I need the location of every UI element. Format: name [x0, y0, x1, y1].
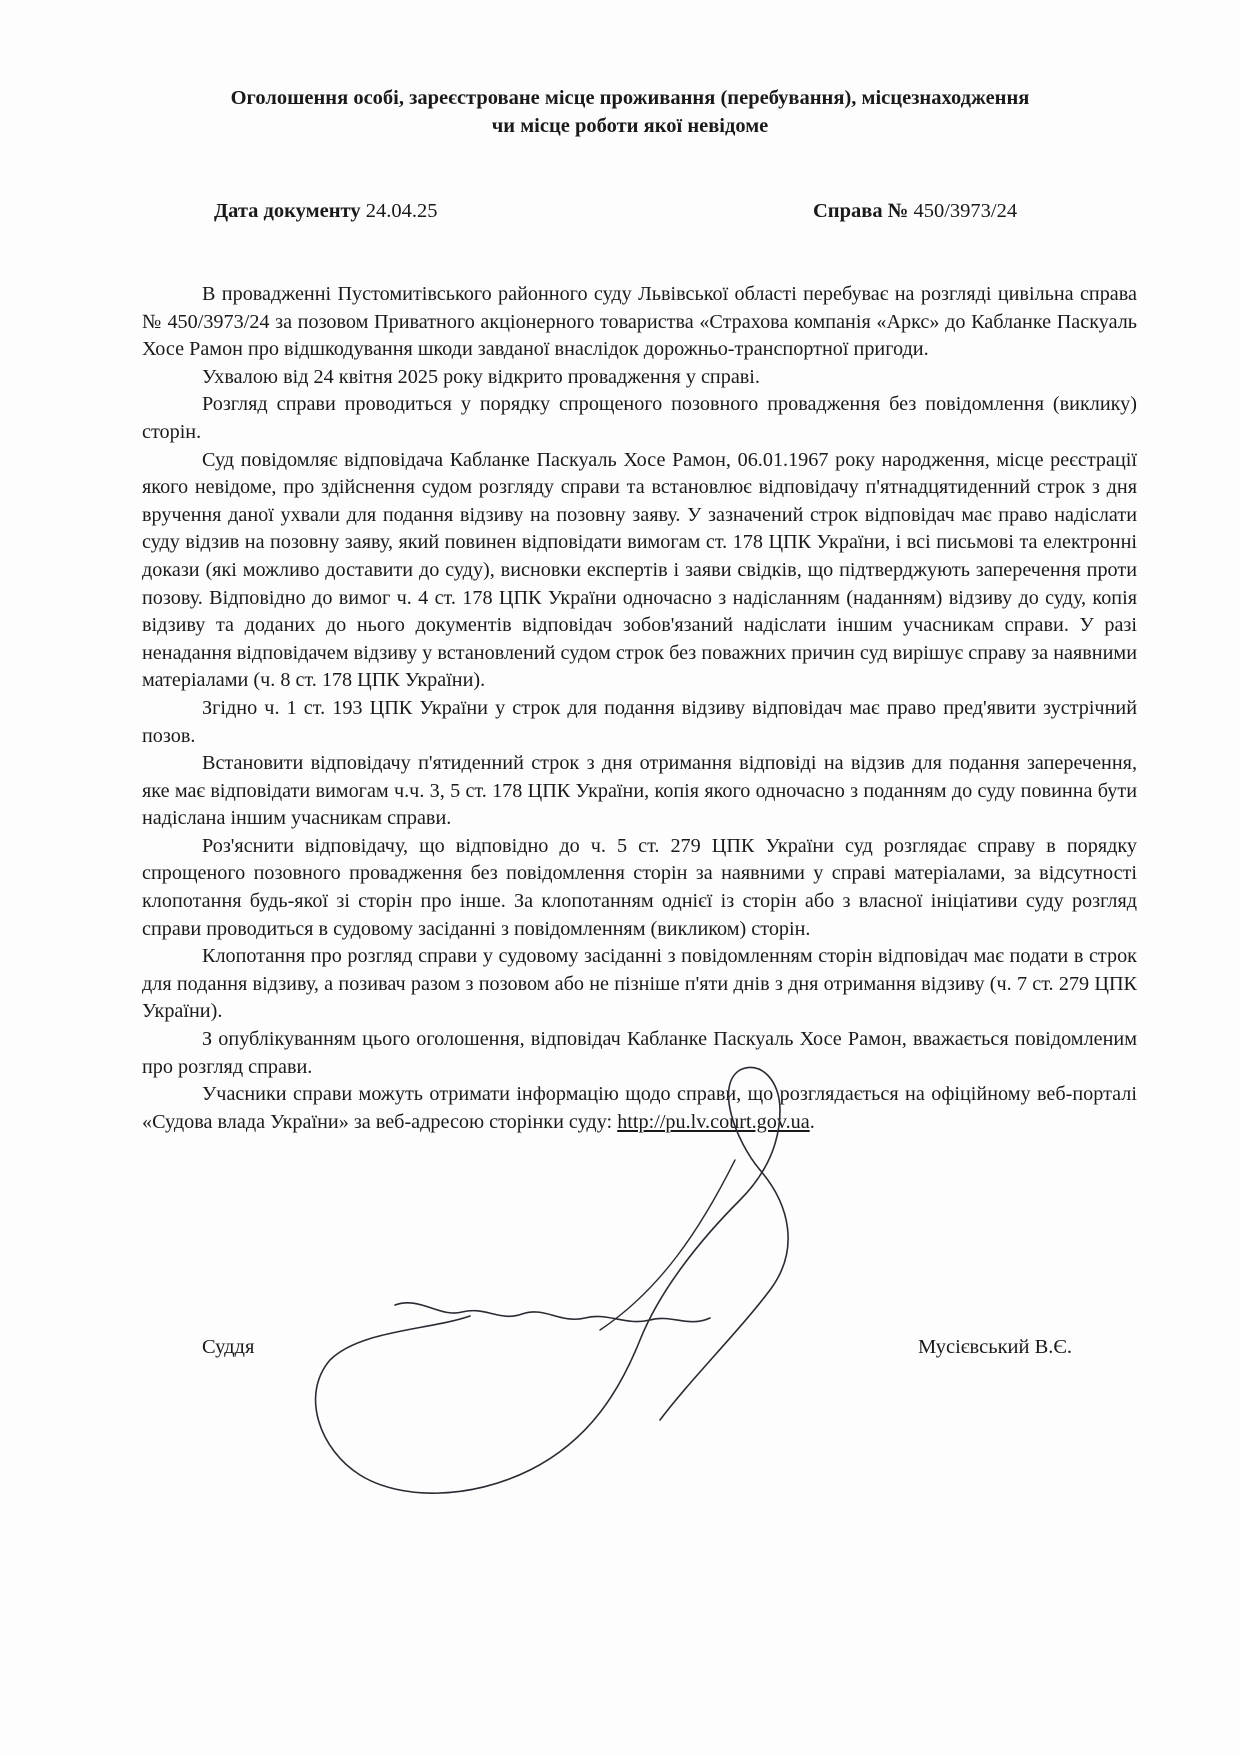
paragraph: Роз'яснити відповідачу, що відповідно до ч. 5 ст. 279 ЦПК України суд розглядає справу в порядку спрощеного позовного провадження без повідомлення сторін за наявними у справі матеріалами, за відсутності клопотання будь-якої зі сторін про інше. За клопотанням однієї із сторін або з власної ініціативи суду розгляд справи проводиться в судовому засіданні з повідомленням (викликом) сторін. [142, 834, 1137, 940]
paragraph: Розгляд справи проводиться у порядку спрощеного позовного провадження без повідомлення (виклику) сторін. [142, 393, 1137, 443]
judge-role: Суддя [202, 1336, 255, 1358]
paragraph: В провадженні Пустомитівського районного суду Львівської області перебуває на розгляді цивільна справа № 450/3973/24 за позовом Приватного акціонерного товариства «Страхова компанія «Аркс» до Кабланке Паскуаль Хосе Рамон про відшкодування шкоди завданої внаслідок дорожньо-транспортної пригоди. [142, 283, 1137, 361]
signature-stroke-wave [395, 1303, 710, 1322]
paragraph: Згідно ч. 1 ст. 193 ЦПК України у строк для подання відзиву відповідач має право пред'явити зустрічний позов. [142, 696, 1137, 747]
paragraph: З опублікуванням цього оголошення, відповідач Кабланке Паскуаль Хосе Рамон, вважається повідомленим про розгляд справи. [142, 1028, 1137, 1078]
case-label: Справа № [813, 200, 909, 222]
paragraph: Встановити відповідачу п'ятиденний строк з дня отримання відповіді на відзив для подання заперечення, яке має відповідати вимогам ч.ч. 3, 5 ст. 178 ЦПК України, копія якого одночасно з поданням до суду повинна бути надіслана іншим учасникам справи. [142, 752, 1137, 830]
document-date [214, 197, 437, 225]
judge-name: Мусієвський В.Є. [918, 1336, 1073, 1358]
date-value: 24.04.25 [365, 200, 438, 222]
signature-stroke-tail [600, 1160, 735, 1330]
document-title [130, 84, 1130, 140]
title-line-1: Оголошення особі, зареєстроване місце проживання (перебування), місцезнаходження [230, 87, 1030, 109]
paragraph: Ухвалою від 24 квітня 2025 року відкрито провадження у справі. [202, 365, 760, 388]
portal-text: Учасники справи можуть отримати інформацію щодо справи, що розглядається на офіційному веб-порталі «Судова влада України» за веб-адресою сторінки суду: [142, 1083, 1137, 1133]
portal-end: . [809, 1110, 815, 1133]
court-website-link[interactable]: http://pu.lv.court.gov.ua [617, 1110, 810, 1133]
title-line-2: чи місце роботи якої невідоме [491, 115, 769, 137]
case-number [813, 197, 1017, 225]
date-label: Дата документу [214, 200, 361, 222]
document-body [142, 281, 1137, 1136]
paragraph-court-portal [142, 1081, 1137, 1136]
case-value: 450/3973/24 [913, 200, 1018, 222]
paragraph: Клопотання про розгляд справи у судовому засіданні з повідомленням сторін відповідач має подати в строк для подання відзиву, а позивач разом з позовом або не пізніше п'яти днів з дня отримання відзиву (ч. 7 ст. 279 ЦПК України). [142, 945, 1137, 1023]
paragraph: Суд повідомляє відповідача Кабланке Паскуаль Хосе Рамон, 06.01.1967 року народження, місце реєстрації якого невідоме, про здійснення судом розгляду справи та встановлює відповідачу п'ятнадцятиденний строк з дня вручення даної ухвали для подання відзиву на позовну заяву. У зазначений строк відповідач має право надіслати суду відзив на позовну заяву, який повинен відповідати вимогам ст. 178 ЦПК України, і всі письмові та електронні докази (які можливо доставити до суду), висновки експертів і заяви свідків, що підтверджують заперечення проти позову. Відповідно до вимог ч. 4 ст. 178 ЦПК України одночасно з надісланням (наданням) відзиву до суду, копія відзиву та доданих до нього документів відповідач зобов'язаний надіслати іншим учасникам справи. У разі ненадання відповідачем відзиву у встановлений судом строк без поважних причин суд вирішує справу за наявними матеріалами (ч. 8 ст. 178 ЦПК України). [142, 448, 1137, 692]
